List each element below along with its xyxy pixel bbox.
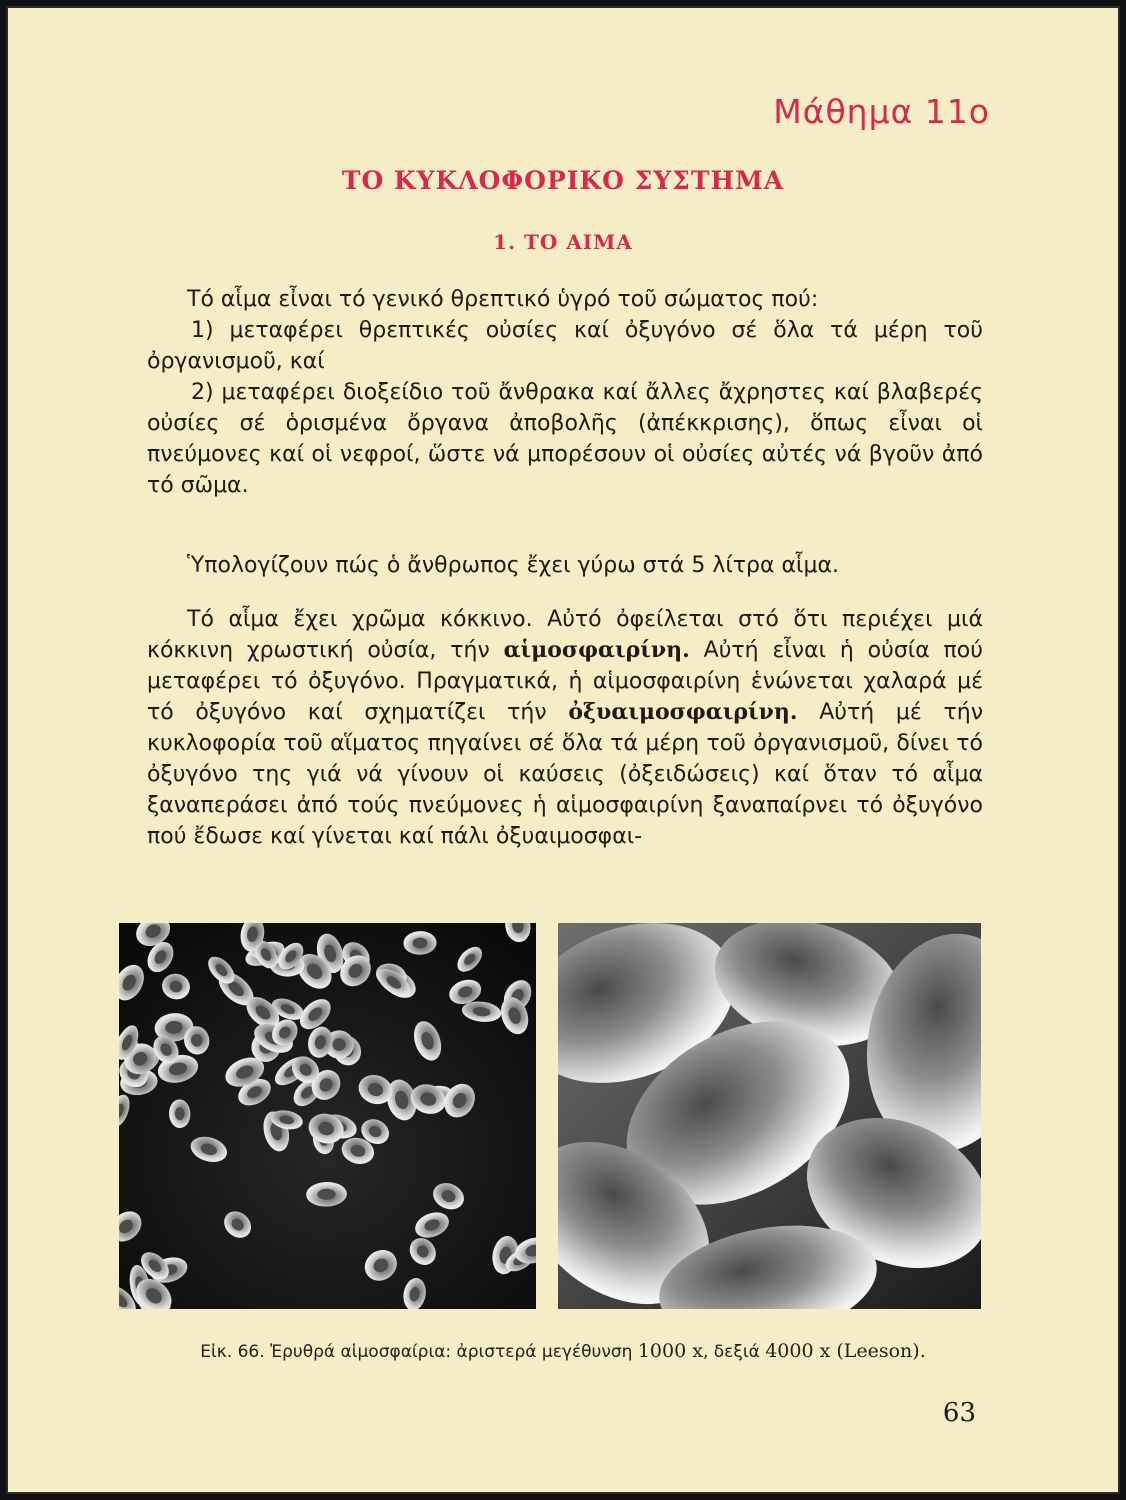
intro-block bbox=[147, 284, 983, 501]
color-paragraph bbox=[147, 604, 983, 852]
color-text-1: Τό αἷμα ἔχει χρῶμα κόκκινο. Αὐτό ὀφείλεται στό ὅτι περιέχει μιά κόκκινη χρωστική οὐσία, τήν bbox=[147, 607, 983, 663]
term-hemoglobin: αἱμοσφαιρίνη. bbox=[503, 637, 690, 663]
figure-caption bbox=[0, 1340, 1126, 1362]
list-item-1: 1) μεταφέρει θρεπτικές οὐσίες καί ὀξυγόνο σέ ὅλα τά μέρη τοῦ ὀργανισμοῦ, καί bbox=[147, 318, 983, 374]
blood-cells-small-image bbox=[119, 923, 536, 1309]
caption-magnification-left: 1000 x bbox=[637, 1340, 703, 1362]
lesson-heading: Μάθημα 11ο bbox=[773, 92, 990, 131]
caption-mid: , δεξιά bbox=[702, 1342, 766, 1362]
caption-prefix: Εἰκ. 66. Ἐρυθρά αἱμοσφαίρια: ἀριστερά μεγέθυνση bbox=[200, 1342, 638, 1362]
volume-block bbox=[147, 550, 983, 581]
intro-paragraph: Τό αἷμα εἶναι τό γενικό θρεπτικό ὑγρό τοῦ σώματος πού: bbox=[187, 287, 819, 312]
caption-credit: (Leeson). bbox=[830, 1340, 926, 1362]
term-oxyhemoglobin: ὀξυαιμοσφαιρίνη. bbox=[568, 699, 798, 725]
color-text-3: Αὐτή μέ τήν κυκλοφορία τοῦ αἵματος πηγαίνει σέ ὅλα τά μέρη τοῦ ὀργανισμοῦ, δίνει τό ὀξυγόνο της γιά νά γίνουν οἱ καύσεις (ὀξειδώσεις) καί ὅταν τό αἷμα ξαναπεράσει ἀπό τούς πνεύμονες ἡ αἱμοσφαιρίνη ξαναπαίρνει τό ὀξυγόνο πού ἔδωσε καί γίνεται καί πάλι ὀξυαιμοσφαι- bbox=[147, 700, 983, 849]
volume-paragraph: Ὑπολογίζουν πώς ὁ ἄνθρωπος ἔχει γύρω στά 5 λίτρα αἷμα. bbox=[187, 553, 839, 578]
section-title: 1. ΤΟ ΑΙΜΑ bbox=[493, 230, 633, 254]
micrograph-1000x bbox=[119, 923, 536, 1309]
blood-cells-large-image bbox=[558, 923, 981, 1309]
color-text-2: Αὐτή εἶναι ἡ οὐσία πού μεταφέρει τό ὀξυγόνο. Πραγματικά, ἡ αἱμοσφαιρίνη ἑνώνεται χαλαρά μέ τό ὀξυγόνο καί σχηματίζει τήν bbox=[147, 638, 983, 725]
list-item-2: 2) μεταφέρει διοξείδιο τοῦ ἄνθρακα καί ἄλλες ἄχρηστες καί βλαβερές οὐσίες σέ ὁρισμένα ὄργανα ἀποβολῆς (ἀπέκκρισης), ὅπως εἶναι οἱ πνεύμονες καί οἱ νεφροί, ὥστε νά μπορέσουν οἱ οὐσίες αὐτές νά βγοῦν ἀπό τό σῶμα. bbox=[147, 380, 983, 498]
color-block bbox=[147, 604, 983, 852]
chapter-title: ΤΟ ΚΥΚΛΟΦΟΡΙΚΟ ΣΥΣΤΗΜΑ bbox=[341, 166, 785, 195]
caption-magnification-right: 4000 x bbox=[765, 1340, 831, 1362]
micrograph-4000x bbox=[558, 923, 981, 1309]
page-number: 63 bbox=[942, 1398, 976, 1428]
